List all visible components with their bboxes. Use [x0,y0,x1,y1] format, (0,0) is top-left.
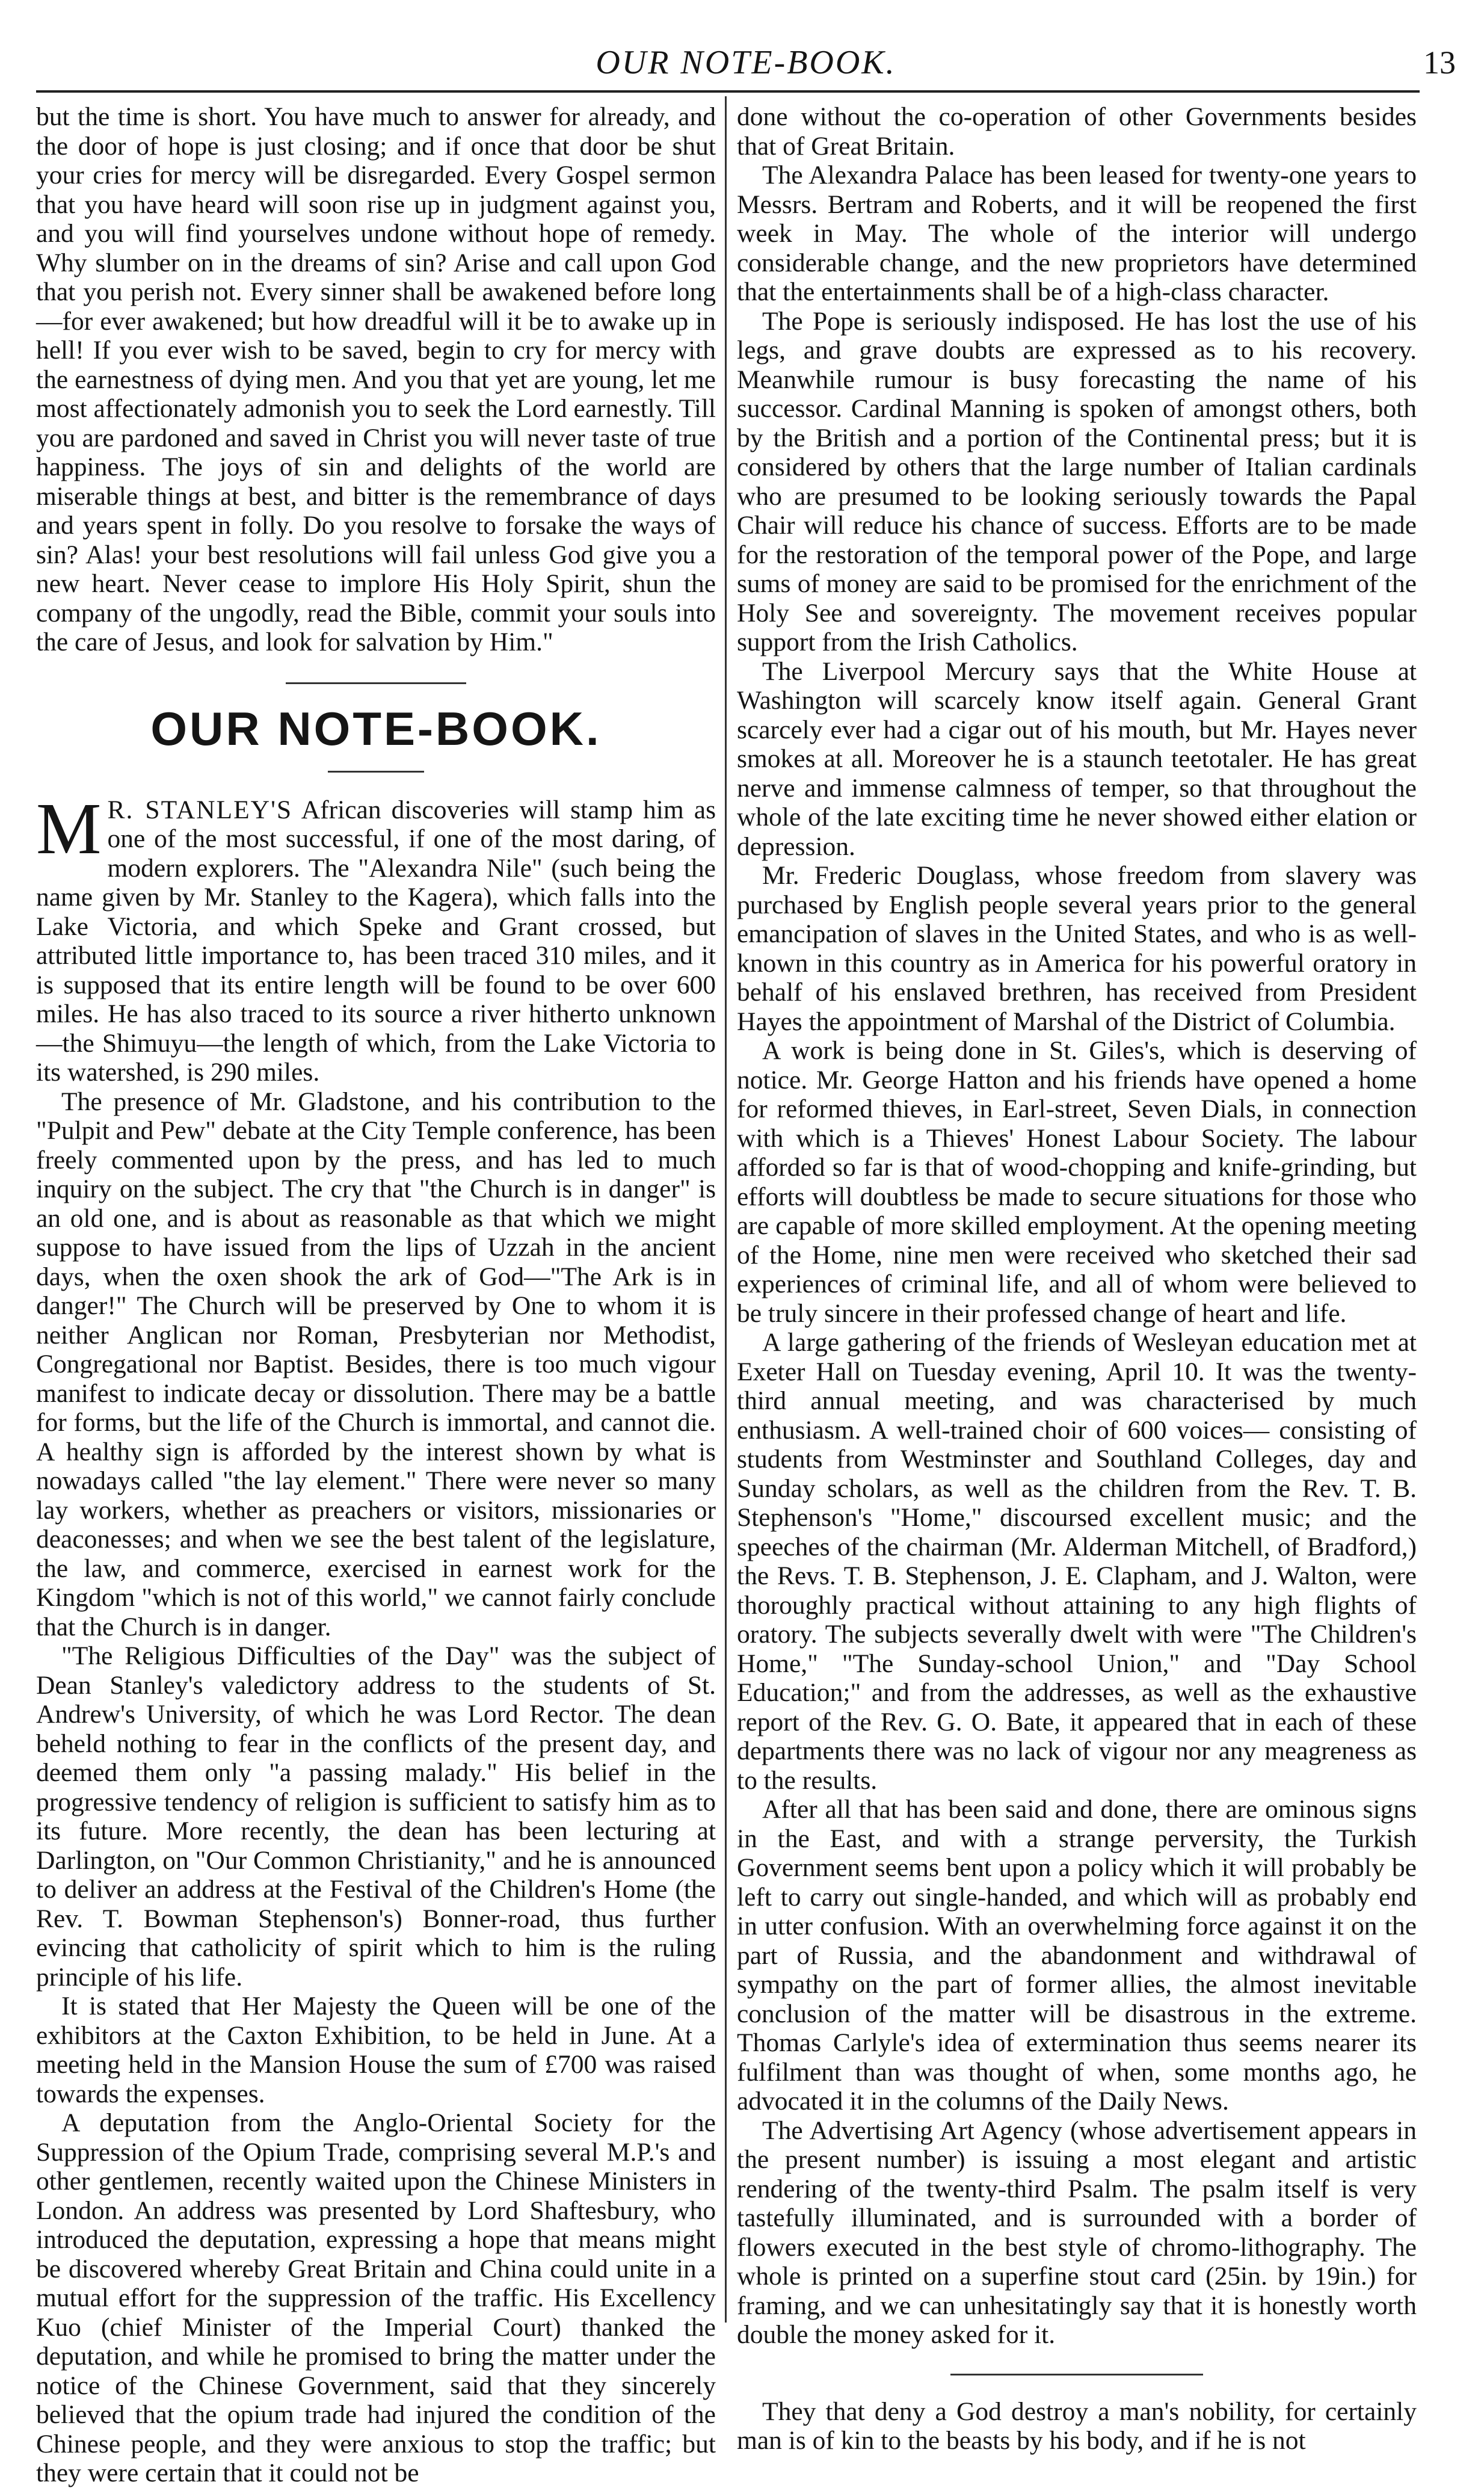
closing-rule [950,2374,1203,2375]
opium-continued: done without the co-operation of other Governments besides that of Great Britain. [737,102,1417,161]
running-title: OUR NOTE-BOOK. [596,44,896,81]
art-agency-paragraph: The Advertising Art Agency (whose advertisement appears in the present number) is issuing a most elegant and artistic rendering of the twenty-third Psalm. The psalm itself is very tastefully illuminated, and is surrounded with a border of flowers executed in the best style of chromo-lithography. The whole is printed on a superfine stout card (25in. by 19in.) for framing, and we can unhesitatingly say that it is honestly worth double the money asked for it. [737,2116,1417,2349]
stanley-text: African discoveries will stamp him as one of the most successful, if one of the most daring, of modern explorers. The "Alexandra Nile" (such being the name given by Mr. Stanley to the Kagera), which falls into the Lake Victoria, and which Speke and Grant crossed, but attributed little importance to, has been traced 310 miles, and it is supposed that its entire length will be found to be over 600 miles. He has also traced to its source a river hitherto unknown—the Shimuyu—the length of which, from the Lake Victoria to its watershed, is 290 miles. [36,795,716,1087]
douglass-paragraph: Mr. Frederic Douglass, whose freedom from slavery was purchased by English people several years prior to the general emancipation of slaves in the United States, and who is as well-known in this country as in America for his powerful oratory in behalf of his enslaved brethren, has received from President Hayes the appointment of Marshal of the District of Columbia. [737,861,1417,1036]
white-house-paragraph: The Liverpool Mercury says that the White House at Washington will scarcely know itself again. General Grant scarcely ever had a cigar out of his mouth, but Mr. Hayes never smokes at all. Moreover he is a staunch teetotaler. He has great nerve and immense calmness of temper, so that throughout the whole of the late exciting time he never showed either elation or depression. [737,656,1417,861]
section-title: OUR NOTE-BOOK. [150,702,602,755]
caxton-paragraph: It is stated that Her Majesty the Queen will be one of the exhibitors at the Caxton Exhibition, to be held in June. At a meeting held in the Mansion House the sum of £700 was raised towards the expenses. [36,1992,716,2108]
pope-paragraph: The Pope is seriously indisposed. He has lost the use of his legs, and grave doubts are expressed as to his recovery. Meanwhile rumour is busy forecasting the name of his successor. Cardinal Manning is spoken of amongst others, both by the British and a portion of the Continental press; but it is considered by others that the large number of Italian cardinals who are presumed to be looking seriously towards the Papal Chair will reduce his chance of success. Efforts are to be made for the restoration of the temporal power of the Pope, and large sums of money are said to be promised for the enrichment of the Holy See and sovereignty. The movement receives popular support from the Irish Catholics. [737,306,1417,656]
opium-paragraph: A deputation from the Anglo-Oriental Society for the Suppression of the Opium Trade, comprising several M.P.'s and other gentlemen, recently waited upon the Chinese Ministers in London. An address was presented by Lord Shaftesbury, who introduced the deputation, expressing a hope that means might be discovered whereby Great Britain and China could unite in a mutual effort for the suppression of the traffic. His Excellency Kuo (chief Minister of the Imperial Court) thanked the deputation, and while he promised to bring the matter under the notice of the Chinese Government, said that they sincerely believed that the opium trade had injured the condition of the Chinese people, and they were anxious to stop the traffic; but they were certain that it could not be [36,2108,716,2487]
column-divider [725,96,727,2323]
section-rule-top [286,682,466,684]
lead-caps: R. STANLEY'S [107,795,293,824]
section-rule-bottom [328,771,424,773]
sermon-continued: but the time is short. You have much to answer for already, and the door of hope is just closing; and if once that door be shut your cries for mercy will be disregarded. Every Gospel sermon that you have heard will soon rise up in judgment against you, and you will find yourselves undone without hope of remedy. Why slumber on in the dreams of sin? Arise and call upon God that you perish not. Every sinner shall be awakened before long—for ever awakened; but how dreadful will it be to awake up in hell! If you ever wish to be saved, begin to cry for mercy with the earnestness of dying men. And you that yet are young, let me most affectionately admonish you to seek the Lord earnestly. Till you are pardoned and saved in Christ you will never taste of true happiness. The joys of sin and delights of the world are miserable things at best, and bitter is the remembrance of days and years spent in folly. Do you resolve to forsake the ways of sin? Alas! your best resolutions will fail unless God give you a new heart. Never cease to implore His Holy Spirit, shun the company of the ungodly, read the Bible, commit your souls into the care of Jesus, and look for salvation by Him." [36,102,716,656]
drop-cap: M [36,788,102,869]
gladstone-paragraph: The presence of Mr. Gladstone, and his contribution to the "Pulpit and Pew" debate at the City Temple conference, has been freely commented upon by the press, and has led to much inquiry on the subject. The cry that "the Church is in danger" is an old one, and is about as reasonable as that which we might suppose to have issued from the lips of Uzzah in the ancient days, when the oxen shook the ark of God—"The Ark is in danger!" The Church will be preserved by One to whom it is neither Anglican nor Roman, Presbyterian nor Methodist, Congregational nor Baptist. Besides, there is too much vigour manifest to indicate decay or dissolution. There may be a battle for forms, but the life of the Church is immortal, and cannot die. A healthy sign is afforded by the interest shown by what is nowadays called "the lay element." There were never so many lay workers, whether as preachers or visitors, missionaries or deaconesses; and when we see the best talent of the legislature, the law, and commerce, exercised in earnest work for the Kingdom "which is not of this world," we cannot fairly conclude that the Church is in danger. [36,1087,716,1641]
header-rule [36,90,1420,93]
st-giles-paragraph: A work is being done in St. Giles's, which is deserving of notice. Mr. George Hatton and his friends have opened a home for reformed thieves, in Earl-street, Seven Dials, in connection with which is a Thieves' Honest Labour Society. The labour afforded so far is that of wood-chopping and knife-grinding, but efforts will doubtless be made to secure situations for those who are capable of more skilled employment. At the opening meeting of the Home, nine men were received who sketched their sad experiences of criminal life, and all of whom were believed to be truly sincere in their professed change of heart and life. [737,1036,1417,1328]
dean-stanley-paragraph: "The Religious Difficulties of the Day" was the subject of Dean Stanley's valedictory address to the students of St. Andrew's University, of which he was Lord Rector. The dean beheld nothing to fear in the conflicts of the present day, and deemed them only "a passing malady." His belief in the progressive tendency of religion is sufficient to satisfy him as to its future. More recently, the dean has been lecturing at Darlington, on "Our Common Christianity," and he is announced to deliver an address at the Festival of the Children's Home (the Rev. T. Bowman Stephenson's) Bonner-road, thus further evincing that catholicity of spirit which to him is the ruling principle of his life. [36,1641,716,1992]
right-column [737,102,1417,2456]
page-number: 13 [1423,45,1456,81]
running-head [36,39,1456,87]
alexandra-palace-paragraph: The Alexandra Palace has been leased for twenty-one years to Messrs. Bertram and Roberts, and it will be reopened the first week in May. The whole of the interior will undergo considerable change, and the new proprietors have determined that the entertainments shall be of a high-class character. [737,161,1417,306]
turkey-paragraph: After all that has been said and done, there are ominous signs in the East, and with a strange perversity, the Turkish Government seems bent upon a policy which it will probably be left to carry out single-handed, and which will as probably end in utter confusion. With an overwhelming force against it on the part of Russia, and the abandonment and withdrawal of sympathy on the part of former allies, the almost inevitable conclusion of the matter will be disastrous in the extreme. Thomas Carlyle's idea of extermination thus seems nearer its fulfilment than was thought of when, some months ago, he advocated it in the columns of the Daily News. [737,1795,1417,2116]
closing-paragraph: They that deny a God destroy a man's nobility, for certainly man is of kin to the beasts by his body, and if he is not [737,2397,1417,2455]
wesleyan-paragraph: A large gathering of the friends of Wesleyan education met at Exeter Hall on Tuesday evening, April 10. It was the twenty-third annual meeting, and was characterised by much enthusiasm. A well-trained choir of 600 voices— consisting of students from Westminster and Southland Colleges, day and Sunday scholars, as well as the children from the Rev. T. B. Stephenson's "Home," discoursed excellent music; and the speeches of the chairman (Mr. Alderman Mitchell, of Bradford,) the Revs. T. B. Stephenson, J. E. Clapham, and J. Walton, were thoroughly practical without attaining to any high flights of oratory. The subjects severally dwelt with were "The Children's Home," "The Sunday-school Union," and "Day School Education;" and from the addresses, as well as the exhaustive report of the Rev. G. O. Bate, it appeared that in each of these departments there was no lack of vigour nor any meagreness as to the results. [737,1328,1417,1795]
stanley-paragraph [36,788,716,1087]
left-column [36,102,716,2488]
